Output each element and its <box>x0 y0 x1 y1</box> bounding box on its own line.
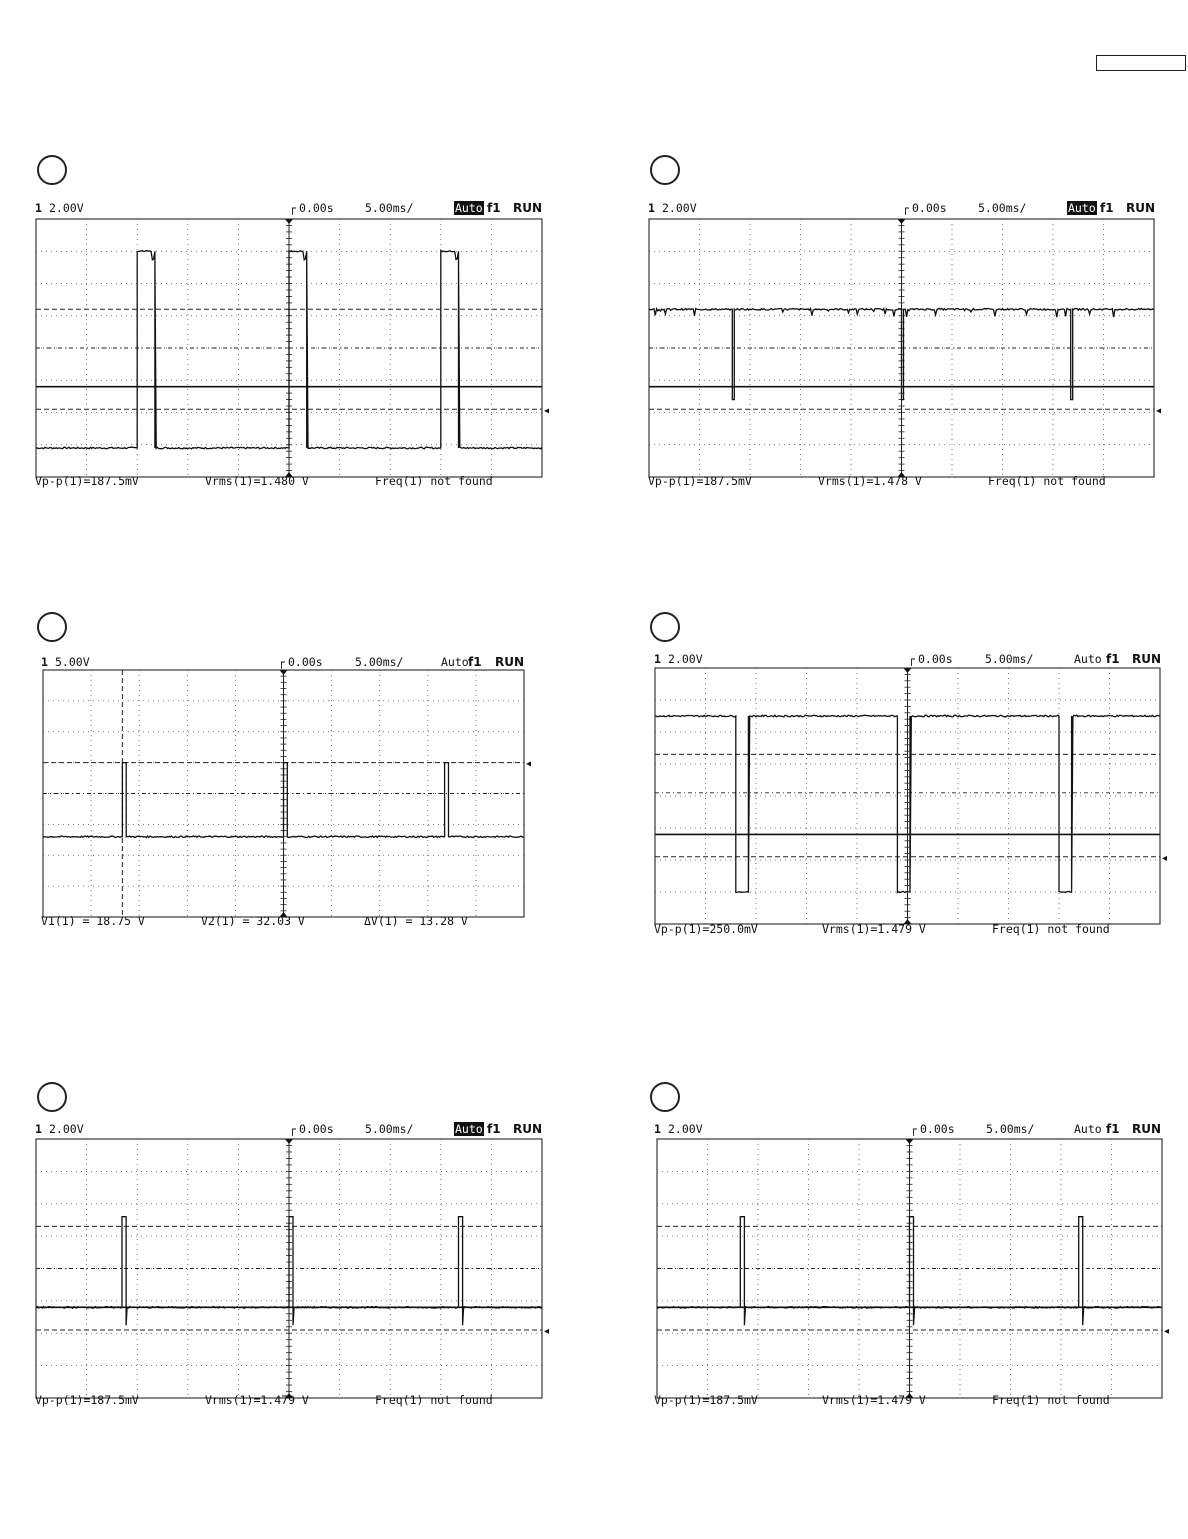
footer-measure-2: Vrms(1)=1.479 V <box>205 1393 309 1407</box>
run-status: RUN <box>513 201 543 215</box>
volt-scale: 2.00V <box>49 1122 84 1136</box>
panel-marker-circle <box>650 612 680 642</box>
footer-measure-1: Vp-p(1)=187.5mV <box>35 474 139 488</box>
trigger-source: f1 <box>468 655 482 669</box>
volt-scale: 2.00V <box>668 1122 703 1136</box>
volt-scale: 5.00V <box>55 655 90 669</box>
trigger-marker-icon: ┌ <box>902 201 909 215</box>
channel-number: 1 <box>35 1122 42 1136</box>
run-status: RUN <box>1126 201 1156 215</box>
time-div: 5.00ms/ <box>986 1122 1035 1136</box>
time-div: 5.00ms/ <box>985 652 1034 666</box>
channel-number: 1 <box>35 201 42 215</box>
trigger-marker-icon: ┌ <box>278 655 285 669</box>
scope-screen <box>656 1137 1176 1399</box>
scope-footer <box>648 474 1158 490</box>
scope-header <box>648 1122 1162 1138</box>
time-div: 5.00ms/ <box>365 201 414 215</box>
trigger-mode: Auto <box>1074 652 1102 666</box>
scope-panel <box>648 1082 1188 1462</box>
scope-panel <box>35 1082 575 1462</box>
channel-number: 1 <box>654 652 661 666</box>
channel-number: 1 <box>648 201 655 215</box>
scope-header <box>35 1122 545 1138</box>
time-delay: 0.00s <box>288 655 323 669</box>
channel-number: 1 <box>41 655 48 669</box>
footer-measure-3: ΔV(1) = 13.28 V <box>364 914 468 928</box>
page-corner-box <box>1096 55 1186 71</box>
ground-marker-icon: ◂ <box>1162 852 1168 864</box>
trigger-source: f1 <box>1100 201 1114 215</box>
scope-footer <box>654 1393 1164 1409</box>
scope-panel <box>35 612 575 992</box>
ground-marker-icon: ◂ <box>544 1326 550 1338</box>
time-delay: 0.00s <box>299 1122 334 1136</box>
trigger-source: f1 <box>487 1122 501 1136</box>
ground-marker-icon: ◂ <box>526 758 532 770</box>
trigger-top-marker <box>285 219 293 224</box>
volt-scale: 2.00V <box>49 201 84 215</box>
trigger-mode: Auto <box>1074 1122 1102 1136</box>
scope-footer <box>41 914 551 930</box>
scope-panel <box>648 155 1188 535</box>
trigger-top-marker <box>285 1139 293 1144</box>
footer-measure-3: Freq(1) not found <box>375 474 493 488</box>
volt-scale: 2.00V <box>662 201 697 215</box>
trigger-top-marker <box>898 219 906 224</box>
panel-marker-circle <box>37 155 67 185</box>
trigger-top-marker <box>904 668 912 673</box>
ground-marker-icon: ◂ <box>1164 1326 1170 1338</box>
ground-marker-icon: ◂ <box>544 405 550 417</box>
scope-screen <box>42 668 542 930</box>
scope-footer <box>654 922 1164 938</box>
scope-screen <box>35 217 555 479</box>
trigger-marker-icon: ┌ <box>289 1122 296 1136</box>
scope-header <box>648 201 1158 217</box>
waveform-trace <box>36 251 542 449</box>
footer-measure-1: Vp-p(1)=187.5mV <box>35 1393 139 1407</box>
trigger-source: f1 <box>1106 1122 1120 1136</box>
ground-marker-icon: ◂ <box>1156 405 1162 417</box>
footer-measure-2: V2(1) = 32.03 V <box>201 914 305 928</box>
panel-marker-circle <box>37 1082 67 1112</box>
run-status: RUN <box>513 1122 543 1136</box>
trigger-marker-icon: ┌ <box>910 1122 917 1136</box>
channel-number: 1 <box>654 1122 661 1136</box>
trigger-mode: Auto <box>455 201 483 215</box>
volt-scale: 2.00V <box>668 652 703 666</box>
scope-panel <box>648 612 1188 992</box>
panel-marker-circle <box>37 612 67 642</box>
footer-measure-3: Freq(1) not found <box>375 1393 493 1407</box>
waveform-trace <box>43 763 524 838</box>
trigger-mode: Auto <box>441 655 469 669</box>
footer-measure-1: Vp-p(1)=187.5mV <box>654 1393 758 1407</box>
footer-measure-1: Vp-p(1)=187.5mV <box>648 474 752 488</box>
trigger-mode: Auto <box>1068 201 1096 215</box>
scope-footer <box>35 474 545 490</box>
footer-measure-3: Freq(1) not found <box>988 474 1106 488</box>
scope-screen <box>648 217 1168 479</box>
scope-header <box>35 201 545 217</box>
trigger-marker-icon: ┌ <box>908 652 915 666</box>
run-status: RUN <box>1132 1122 1162 1136</box>
time-div: 5.00ms/ <box>355 655 404 669</box>
footer-measure-2: Vrms(1)=1.478 V <box>818 474 922 488</box>
scope-footer <box>35 1393 545 1409</box>
footer-measure-3: Freq(1) not found <box>992 922 1110 936</box>
trigger-source: f1 <box>1106 652 1120 666</box>
footer-measure-2: Vrms(1)=1.479 V <box>822 1393 926 1407</box>
footer-measure-3: Freq(1) not found <box>992 1393 1110 1407</box>
panel-marker-circle <box>650 155 680 185</box>
time-delay: 0.00s <box>299 201 334 215</box>
footer-measure-2: Vrms(1)=1.479 V <box>822 922 926 936</box>
time-div: 5.00ms/ <box>978 201 1027 215</box>
time-div: 5.00ms/ <box>365 1122 414 1136</box>
run-status: RUN <box>1132 652 1162 666</box>
footer-measure-1: V1(1) = 18.75 V <box>41 914 145 928</box>
scope-screen <box>35 1137 555 1399</box>
panel-marker-circle <box>650 1082 680 1112</box>
trigger-mode: Auto <box>455 1122 483 1136</box>
trigger-marker-icon: ┌ <box>289 201 296 215</box>
footer-measure-1: Vp-p(1)=250.0mV <box>654 922 758 936</box>
time-delay: 0.00s <box>920 1122 955 1136</box>
scope-screen <box>654 666 1174 928</box>
trigger-top-marker <box>280 670 288 675</box>
trigger-source: f1 <box>487 201 501 215</box>
time-delay: 0.00s <box>918 652 953 666</box>
run-status: RUN <box>495 655 525 669</box>
time-delay: 0.00s <box>912 201 947 215</box>
trigger-top-marker <box>906 1139 914 1144</box>
footer-measure-2: Vrms(1)=1.480 V <box>205 474 309 488</box>
scope-panel <box>35 155 575 535</box>
